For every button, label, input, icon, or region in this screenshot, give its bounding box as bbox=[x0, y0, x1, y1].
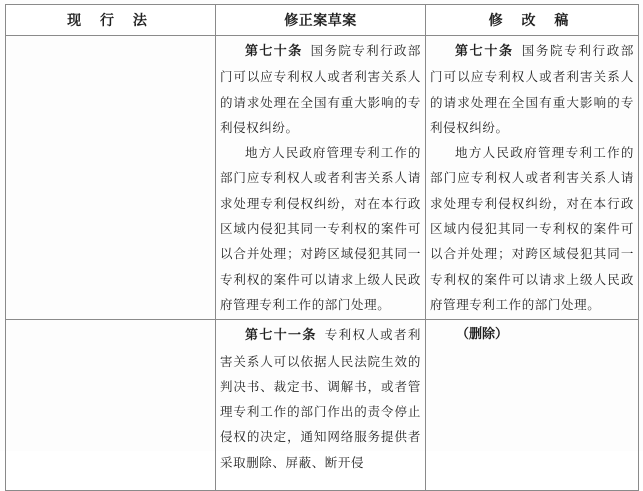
draft-cell bbox=[216, 36, 426, 320]
revised-cell bbox=[426, 320, 639, 491]
article-text: 专利权人或者利害关系人可以依据人民法院生效的判决书、裁定书、调解书，或者管理专利工作的部门作出的责令停止侵权的决定，通知网络服务提供者采取删除、屏蔽、断开侵 bbox=[220, 327, 421, 470]
article-text: 国务院专利行政部门可以应专利权人或者利害关系人的请求处理在全国有重大影响的专利侵权纠纷。 bbox=[430, 43, 634, 135]
draft-paragraph bbox=[220, 38, 421, 140]
current-law-cell bbox=[6, 36, 216, 320]
article-number: 第七十一条 bbox=[245, 328, 317, 344]
table-row bbox=[6, 36, 639, 320]
header-row bbox=[6, 5, 639, 36]
draft-paragraph bbox=[220, 322, 421, 475]
header-revised-draft: 修 改 稿 bbox=[426, 5, 639, 36]
article-number: 第七十条 bbox=[245, 44, 303, 59]
table-row bbox=[6, 320, 639, 491]
draft-cell bbox=[216, 320, 426, 491]
law-comparison-table bbox=[5, 4, 639, 491]
draft-paragraph: 地方人民政府管理专利工作的部门应专利权人或者利害关系人请求处理专利侵权纠纷，对在本行政区域内侵犯其同一专利权的案件可以合并处理；对跨区域侵犯其同一专利权的案件可以请求上级人民政府管理专利工作的部门处理。 bbox=[220, 145, 421, 312]
revised-paragraph: 地方人民政府管理专利工作的部门应专利权人或者利害关系人请求处理专利侵权纠纷，对在本行政区域内侵犯其同一专利权的案件可以合并处理；对跨区域侵犯其同一专利权的案件可以请求上级人民政府管理专利工作的部门处理。 bbox=[430, 145, 634, 312]
header-current-law: 现 行 法 bbox=[6, 5, 216, 36]
current-law-cell bbox=[6, 320, 216, 491]
article-number: 第七十条 bbox=[455, 44, 514, 59]
article-text: 国务院专利行政部门可以应专利权人或者利害关系人的请求处理在全国有重大影响的专利侵权纠纷。 bbox=[220, 43, 421, 135]
current-law-text bbox=[6, 320, 215, 324]
revised-cell bbox=[426, 36, 639, 320]
revised-paragraph bbox=[430, 38, 634, 140]
current-law-text bbox=[6, 36, 215, 40]
deleted-note: （删除） bbox=[456, 327, 509, 343]
header-draft-amendment: 修正案草案 bbox=[216, 5, 426, 36]
